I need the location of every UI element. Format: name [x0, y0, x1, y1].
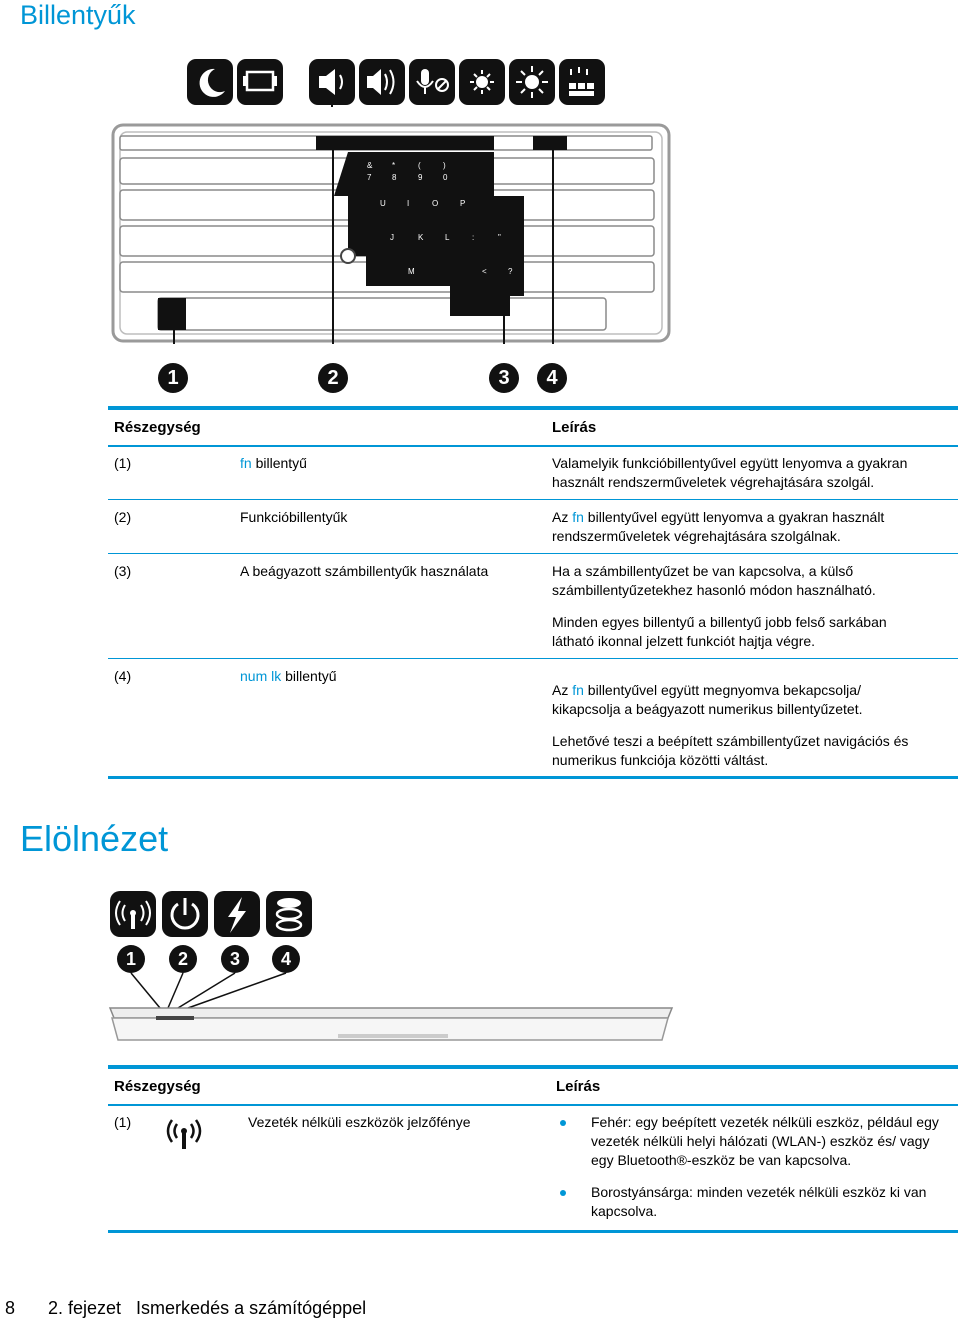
svg-text::: : [472, 233, 475, 242]
wireless-icon [165, 1117, 203, 1151]
row-number: (1) [114, 1114, 132, 1130]
table-header-description: Leírás [552, 419, 597, 436]
page-number: 8 [5, 1298, 16, 1318]
bullet-dot [560, 1120, 566, 1126]
row-label: Funkcióbillentyűk [240, 509, 348, 525]
table-top-rule [108, 406, 958, 410]
svg-text:O: O [432, 199, 439, 208]
bullet-text: Borostyánsárga: minden vezeték nélküli eszköz ki van kapcsolva. [591, 1184, 927, 1219]
row-number: (4) [114, 668, 132, 684]
callout-3: 3 [489, 363, 519, 393]
svg-text:J: J [390, 233, 394, 242]
svg-text:M: M [408, 267, 415, 276]
row-number: (3) [114, 563, 132, 579]
wireless-icon [110, 891, 156, 937]
num-lk-key [533, 136, 567, 150]
pointing-stick [341, 249, 355, 263]
section-title-front-view: Elölnézet [20, 818, 169, 859]
volume-icon [359, 59, 405, 105]
row-number: (1) [114, 455, 132, 471]
keyboard-backlight-icon [559, 59, 605, 105]
svg-text:": " [498, 233, 501, 242]
table-header-component: Részegység [114, 1078, 201, 1095]
power-icon [162, 891, 208, 937]
svg-text:P: P [460, 199, 466, 208]
callout-2: 2 [318, 363, 348, 393]
svg-text:&: & [367, 161, 373, 170]
callout-1: 1 [117, 945, 145, 973]
svg-text:): ) [443, 161, 446, 170]
row-number: (2) [114, 509, 132, 525]
chapter-footer: 2. fejezet Ismerkedés a számítógéppel [48, 1298, 367, 1318]
sleep-icon [187, 59, 233, 105]
svg-text:9: 9 [418, 173, 423, 182]
svg-text:U: U [380, 199, 386, 208]
callout-4: 4 [272, 945, 300, 973]
svg-text:8: 8 [392, 173, 397, 182]
table-bottom-rule [108, 776, 958, 779]
function-key-icon-strip [185, 57, 610, 107]
row-description: Valamelyik funkcióbillentyűvel együtt lenyomva a gyakran használt rendszerműveletek végrehajtására szolgál. [552, 455, 908, 490]
drive-icon [266, 891, 312, 937]
svg-text:0: 0 [443, 173, 448, 182]
svg-text:I: I [407, 199, 410, 208]
callout-4: 4 [537, 363, 567, 393]
svg-text:K: K [418, 233, 424, 242]
brightness-down-icon [459, 59, 505, 105]
svg-text:?: ? [508, 267, 513, 276]
svg-text:<: < [482, 267, 487, 276]
fn-key [158, 298, 186, 330]
svg-text:7: 7 [367, 173, 372, 182]
table-header-rule [108, 445, 958, 447]
svg-text:*: * [392, 161, 396, 170]
row-divider [108, 658, 958, 659]
table-header-rule [108, 1104, 958, 1106]
row-divider [108, 499, 958, 500]
row-description-2: Lehetővé teszi a beépített számbillentyűzet navigációs és numerikus funkciója közötti váltást. [552, 733, 909, 768]
row-label: A beágyazott számbillentyűk használata [240, 563, 489, 579]
mute-icon [309, 59, 355, 105]
row-label: fn billentyű [240, 455, 307, 471]
row-label: num lk billentyű [240, 668, 337, 684]
table-header-description: Leírás [556, 1078, 601, 1095]
callout-1: 1 [158, 363, 188, 393]
callout-3: 3 [221, 945, 249, 973]
callout-2: 2 [169, 945, 197, 973]
row-label: Vezeték nélküli eszközök jelzőfénye [248, 1114, 471, 1130]
table-header-component: Részegység [114, 419, 201, 436]
keyboard-illustration [110, 122, 672, 344]
row-description: Az fn billentyűvel együtt lenyomva a gyakran használt rendszerműveletek végrehajtására szolgálnak. [552, 509, 885, 544]
section-title-keys: Billentyűk [20, 0, 136, 30]
bullet-dot [560, 1190, 566, 1196]
row-description-2: Minden egyes billentyű a billentyű jobb felső sarkában látható ikonnal jelzett funkciót hajtja végre. [552, 614, 887, 649]
mic-mute-icon [409, 59, 455, 105]
row-description: Ha a számbillentyűzet be van kapcsolva, a külső számbillentyűzetekhez hasonló módon használható. [552, 563, 876, 598]
laptop-front-illustration [108, 972, 674, 1044]
display-switch-icon [237, 59, 283, 105]
function-keys-highlight [316, 136, 494, 150]
table-bottom-rule [108, 1230, 958, 1233]
battery-icon [214, 891, 260, 937]
svg-text:(: ( [418, 161, 421, 170]
table-top-rule [108, 1065, 958, 1069]
brightness-up-icon [509, 59, 555, 105]
front-light-icon-strip [108, 889, 312, 939]
row-description: Az fn billentyűvel együtt megnyomva bekapcsolja/ kikapcsolja a beágyazott numerikus billentyűzetet. [552, 682, 863, 717]
svg-text:L: L [445, 233, 450, 242]
row-divider [108, 553, 958, 554]
bullet-text: Fehér: egy beépített vezeték nélküli eszköz, például egy vezeték nélküli helyi hálózati (WLAN-) eszköz és/ vagy egy Bluetooth®-eszköz be van kapcsolva. [591, 1114, 939, 1168]
